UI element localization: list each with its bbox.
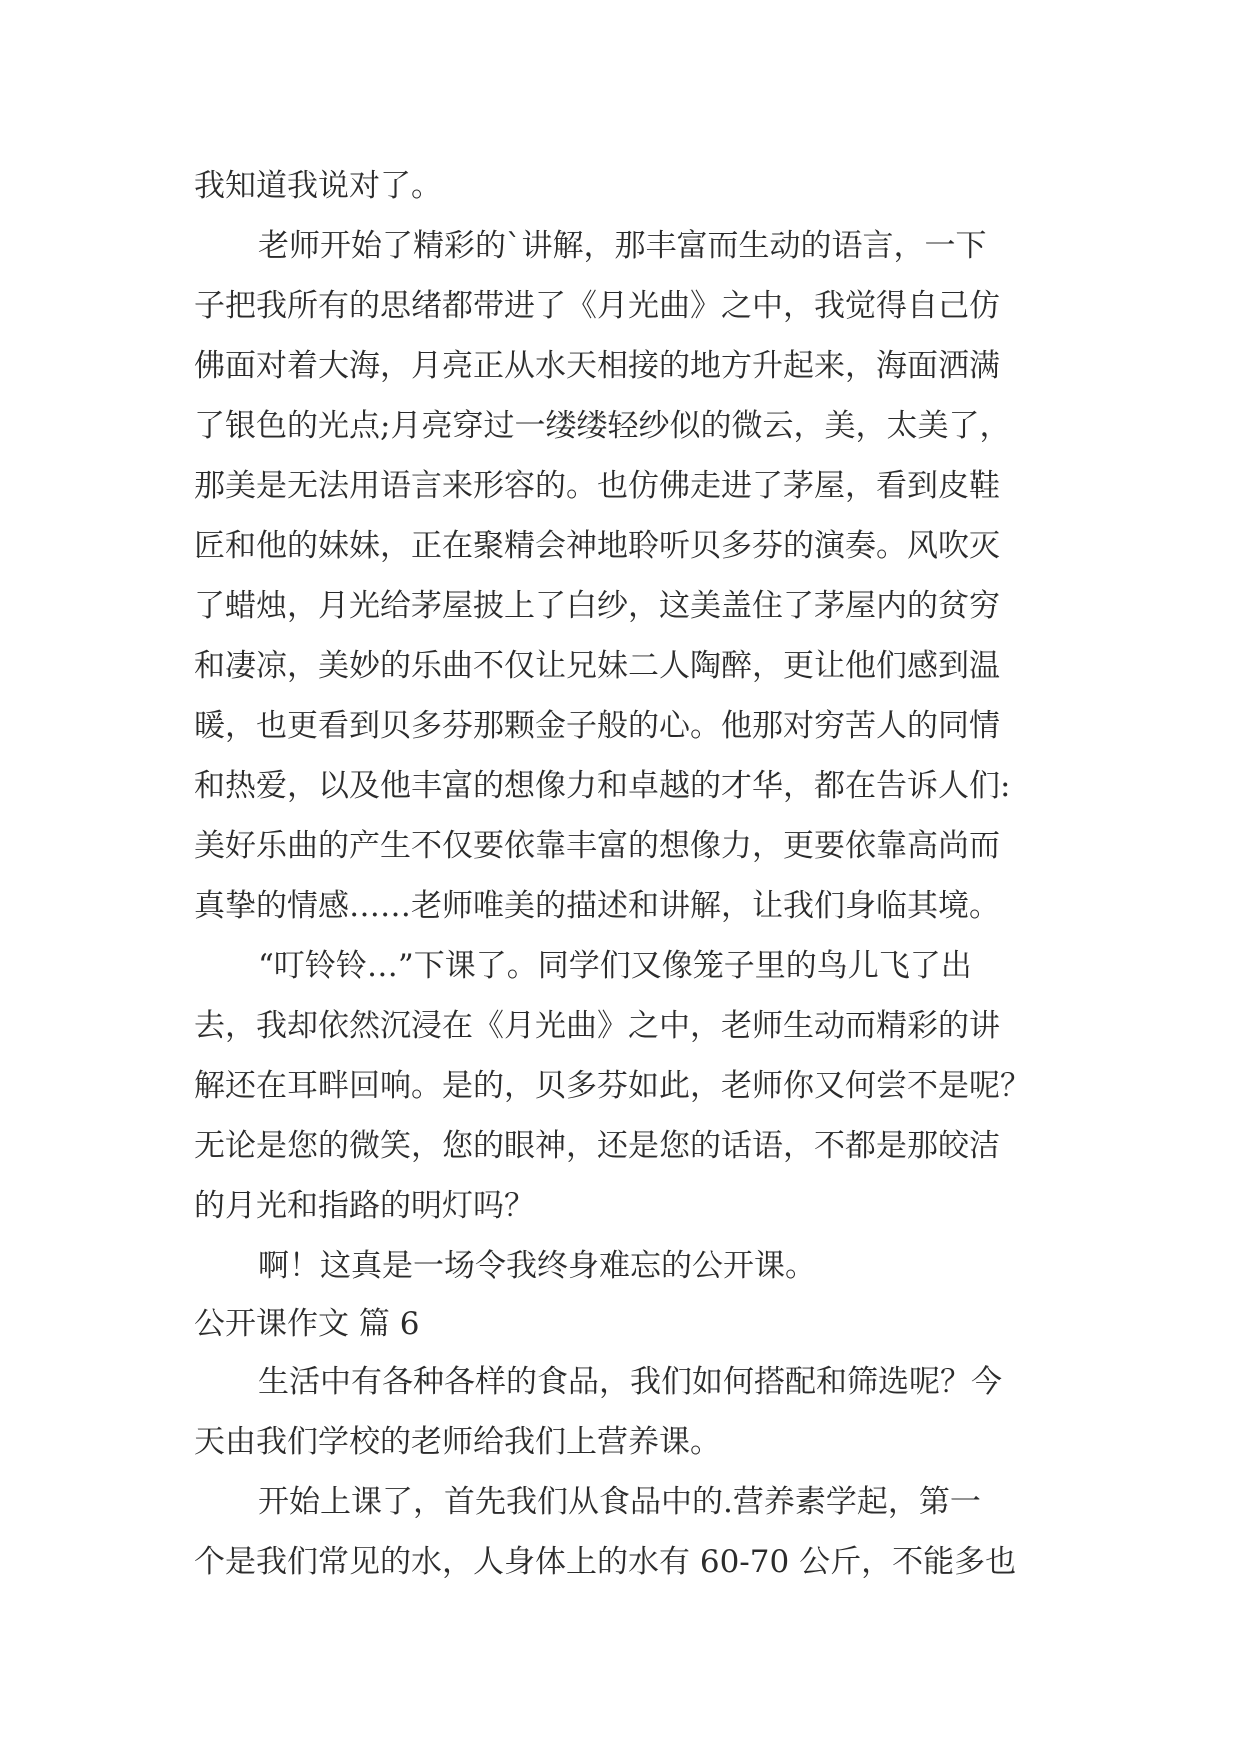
text-line: 个是我们常见的水，人身体上的水有 60-70 公斤，不能多也: [194, 1544, 1017, 1580]
text-line: 了蜡烛，月光给茅屋披上了白纱，这美盖住了茅屋内的贫穷: [194, 588, 1000, 624]
text-line: 暖，也更看到贝多芬那颗金子般的心。他那对穷苦人的同情: [194, 708, 1000, 744]
paragraph-start-line: 啊！这真是一场令我终身难忘的公开课。: [258, 1248, 816, 1284]
paragraph-start-line: “叮铃铃…”下课了。同学们又像笼子里的鸟儿飞了出: [258, 948, 972, 984]
text-line: 了银色的光点;月亮穿过一缕缕轻纱似的微云，美，太美了，: [194, 408, 1011, 444]
text-line: 子把我所有的思绪都带进了《月光曲》之中，我觉得自己仿: [194, 288, 1000, 324]
text-line: 去，我却依然沉浸在《月光曲》之中，老师生动而精彩的讲: [194, 1008, 1000, 1044]
text-line: 解还在耳畔回响。是的，贝多芬如此，老师你又何尝不是呢？: [194, 1068, 1031, 1104]
text-line: 和凄凉，美妙的乐曲不仅让兄妹二人陶醉，更让他们感到温: [194, 648, 1000, 684]
text-line: 美好乐曲的产生不仅要依靠丰富的想像力，更要依靠高尚而: [194, 828, 1000, 864]
text-line: 我知道我说对了。: [194, 168, 442, 204]
text-line: 和热爱，以及他丰富的想像力和卓越的才华，都在告诉人们:: [194, 768, 1011, 804]
text-line: 真挚的情感……老师唯美的描述和讲解，让我们身临其境。: [194, 888, 1000, 924]
text-line: 匠和他的妹妹，正在聚精会神地聆听贝多芬的演奏。风吹灭: [194, 528, 1000, 564]
paragraph-start-line: 开始上课了，首先我们从食品中的.营养素学起，第一: [258, 1484, 981, 1520]
paragraph-start-line: 老师开始了精彩的`讲解，那丰富而生动的语言，一下: [258, 228, 987, 264]
text-line: 佛面对着大海，月亮正从水天相接的地方升起来，海面洒满: [194, 348, 1000, 384]
text-line: 那美是无法用语言来形容的。也仿佛走进了茅屋，看到皮鞋: [194, 468, 1000, 504]
text-line: 的月光和指路的明灯吗？: [194, 1188, 535, 1224]
section-heading: 公开课作文 篇 6: [194, 1306, 420, 1342]
text-line: 无论是您的微笑，您的眼神，还是您的话语，不都是那皎洁: [194, 1128, 1000, 1164]
text-line: 天由我们学校的老师给我们上营养课。: [194, 1424, 721, 1460]
paragraph-start-line: 生活中有各种各样的食品，我们如何搭配和筛选呢？今: [258, 1364, 1002, 1400]
article-body: [194, 156, 1054, 1592]
